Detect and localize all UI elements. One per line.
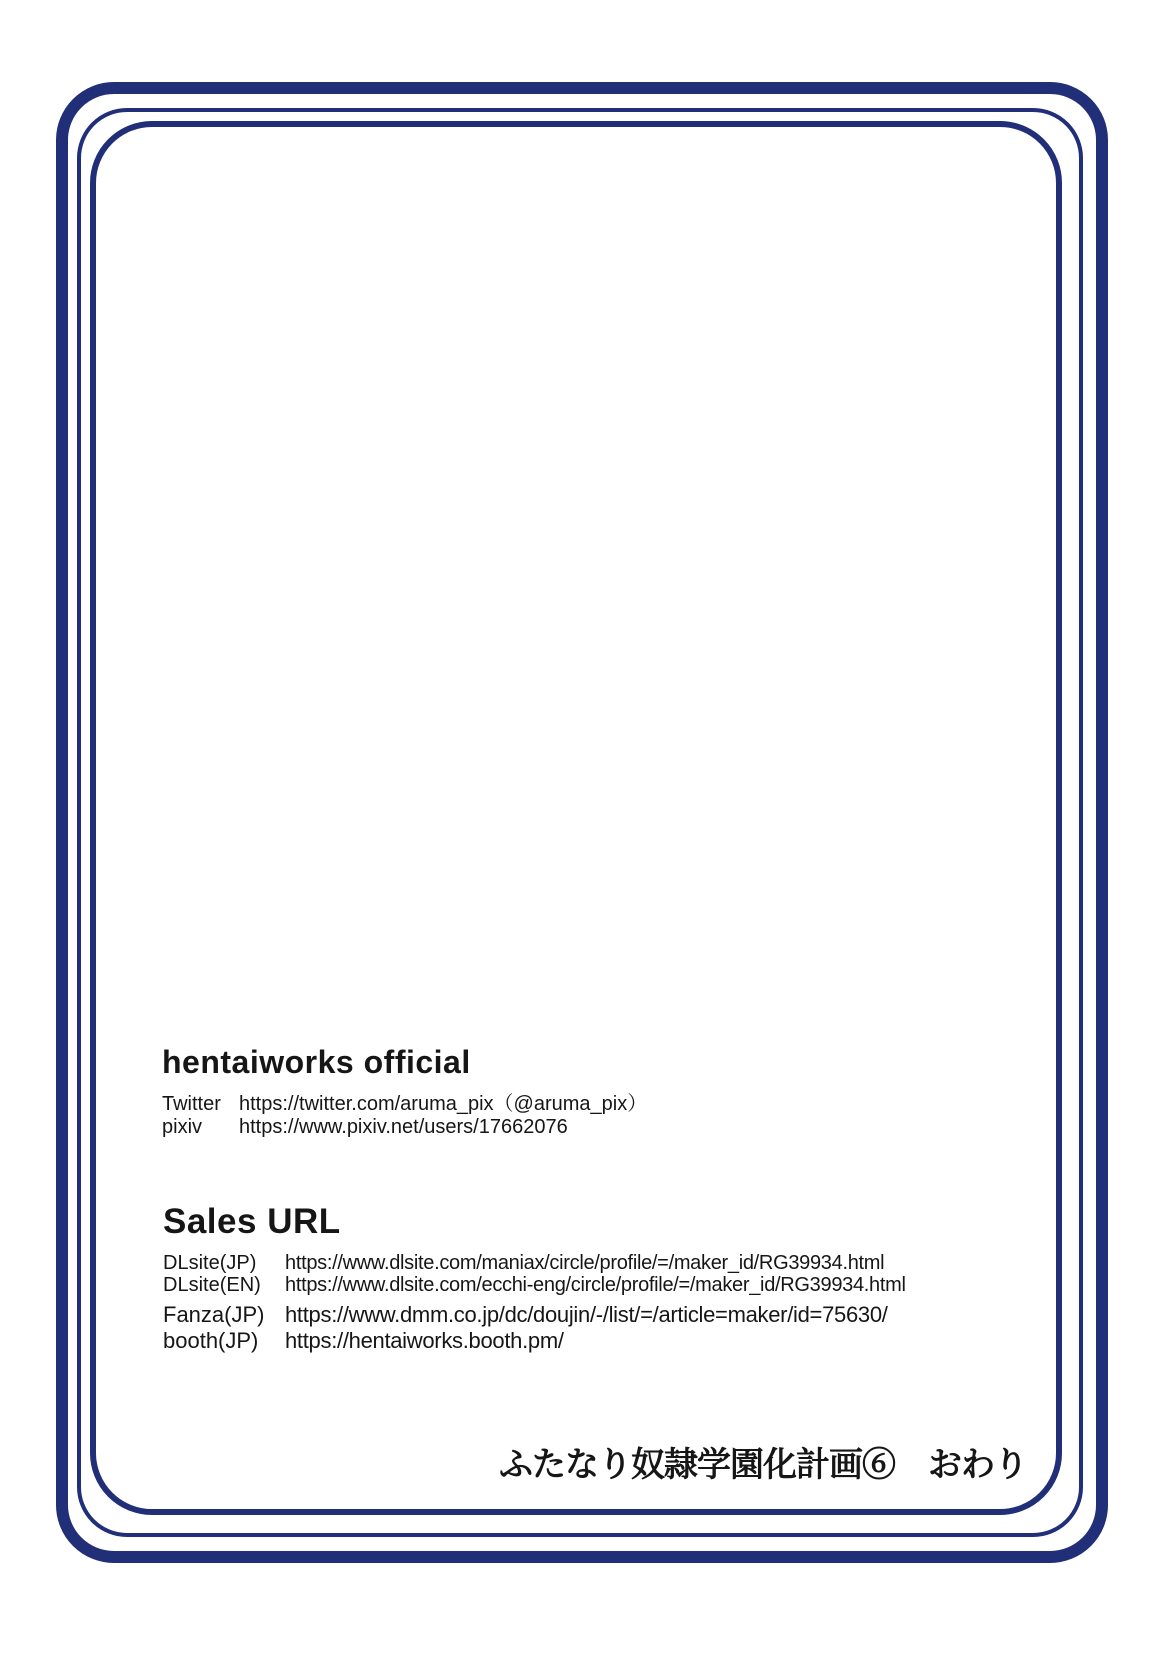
twitter-label: Twitter — [162, 1093, 221, 1115]
official-links-section — [162, 1044, 647, 1139]
dlsite-jp-url: https://www.dlsite.com/maniax/circle/profile/=/maker_id/RG39934.html — [285, 1252, 885, 1274]
booth-jp-url: https://hentaiworks.booth.pm/ — [285, 1328, 564, 1353]
dlsite-en-label: DLsite(EN) — [163, 1274, 261, 1296]
dlsite-jp-label: DLsite(JP) — [163, 1252, 257, 1274]
official-section-title: hentaiworks official — [162, 1044, 471, 1080]
link-row-dlsite-en — [163, 1274, 906, 1296]
link-row-fanza-jp — [163, 1302, 906, 1328]
dlsite-en-url: https://www.dlsite.com/ecchi-eng/circle/profile/=/maker_id/RG39934.html — [285, 1274, 906, 1296]
sales-section-title: Sales URL — [163, 1202, 341, 1241]
link-row-twitter — [162, 1093, 647, 1116]
sales-url-section — [163, 1202, 906, 1354]
series-ending-title: ふたなり奴隷学園化計画⑥ おわり — [499, 1445, 1027, 1485]
link-row-booth-jp — [163, 1328, 906, 1354]
link-row-dlsite-jp — [163, 1252, 906, 1274]
twitter-url: https://twitter.com/aruma_pix（@aruma_pix） — [239, 1093, 648, 1115]
booth-jp-label: booth(JP) — [163, 1328, 259, 1353]
fanza-jp-url: https://www.dmm.co.jp/dc/doujin/-/list/=/article=maker/id=75630/ — [285, 1302, 888, 1327]
fanza-jp-label: Fanza(JP) — [163, 1302, 265, 1327]
link-row-pixiv — [162, 1116, 647, 1139]
pixiv-label: pixiv — [162, 1116, 203, 1138]
pixiv-url: https://www.pixiv.net/users/17662076 — [239, 1116, 568, 1138]
